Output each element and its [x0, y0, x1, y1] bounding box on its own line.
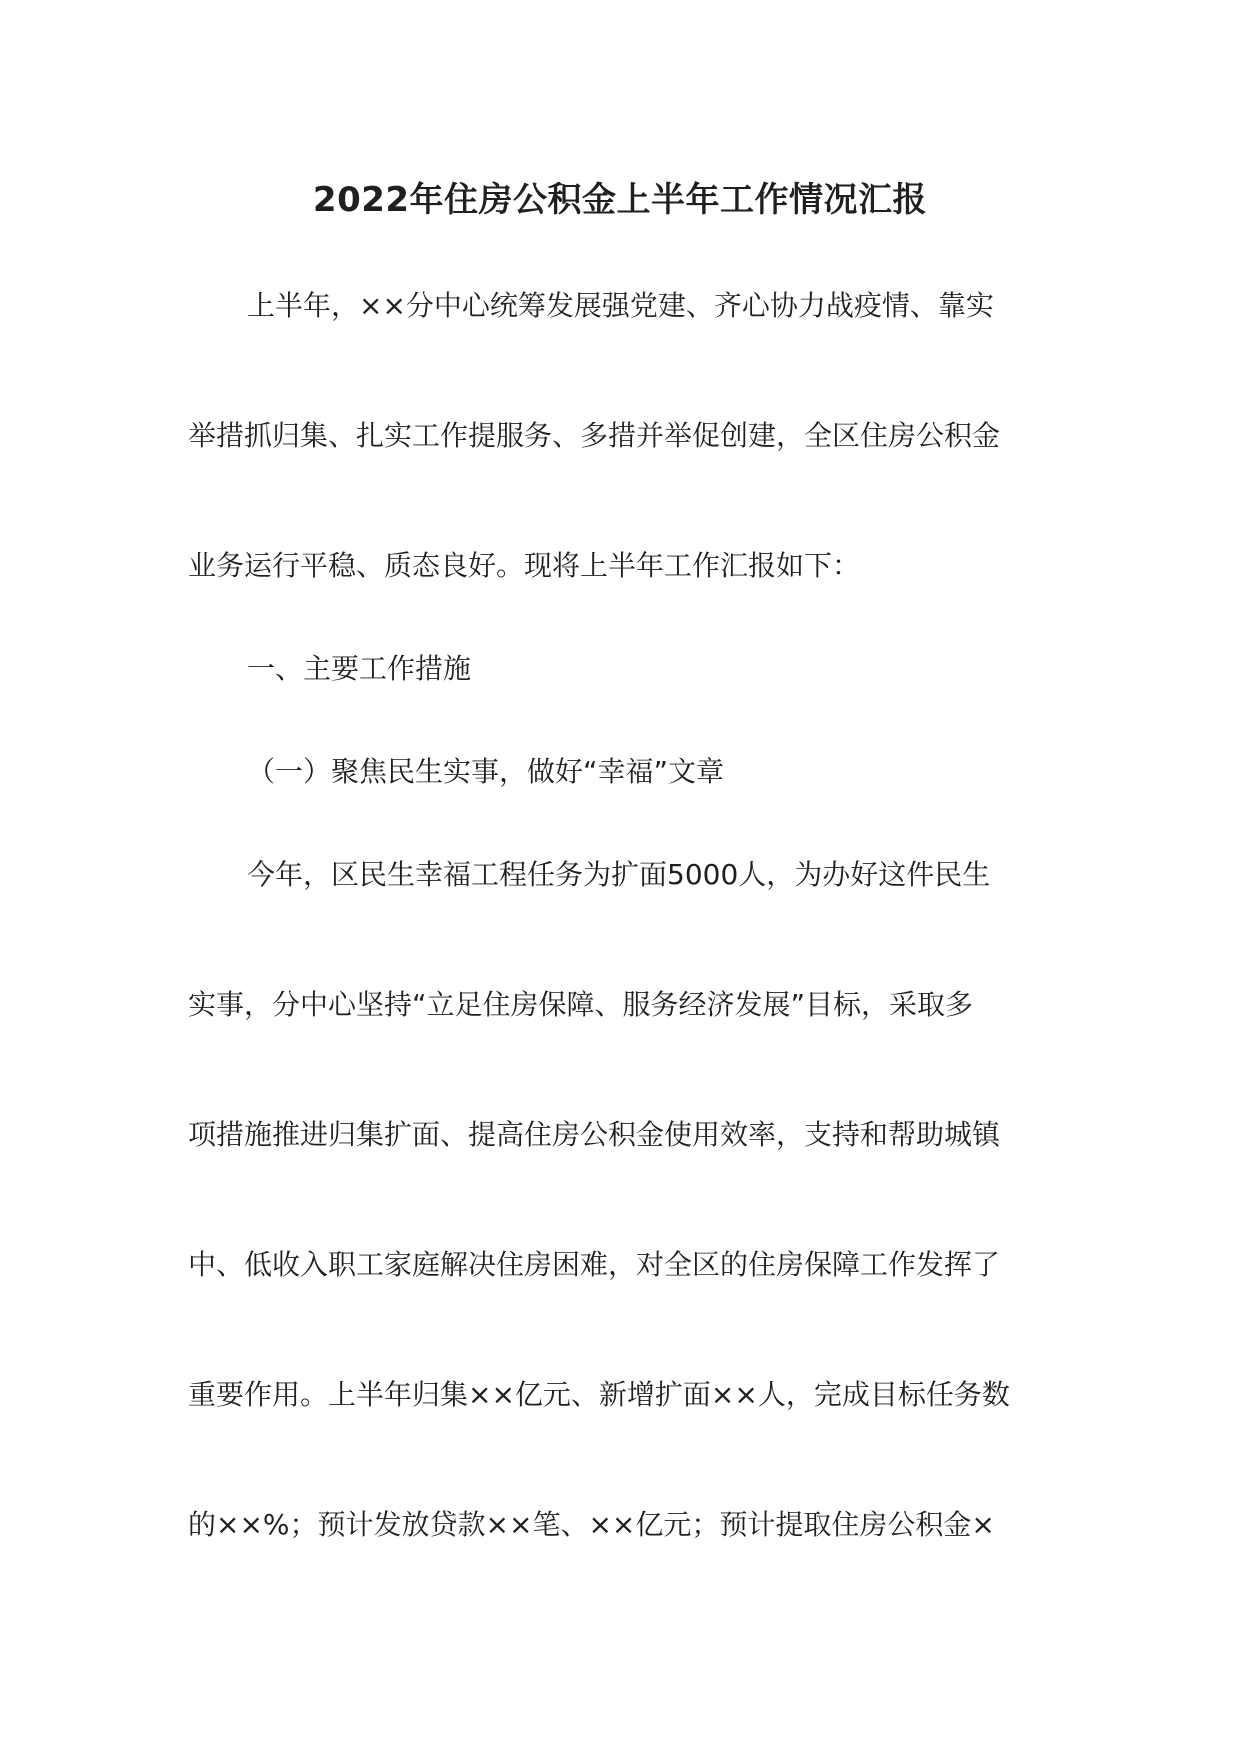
paragraph-line: 重要作用。上半年归集××亿元、新增扩面××人，完成目标任务数 [188, 1378, 1010, 1411]
paragraph-line: 中、低收入职工家庭解决住房困难，对全区的住房保障工作发挥了 [188, 1248, 1001, 1281]
paragraph-line: 今年，区民生幸福工程任务为扩面5000人，为办好这件民生 [247, 858, 991, 891]
paragraph-line: 上半年，××分中心统筹发展强党建、齐心协力战疫情、靠实 [247, 289, 994, 322]
paragraph-line: 业务运行平稳、质态良好。现将上半年工作汇报如下： [188, 549, 861, 582]
paragraph-line: 的××%；预计发放贷款××笔、××亿元；预计提取住房公积金× [188, 1508, 995, 1541]
paragraph-line: 项措施推进归集扩面、提高住房公积金使用效率，支持和帮助城镇 [188, 1118, 1001, 1151]
section-heading: 一、主要工作措施 [247, 652, 472, 685]
paragraph-line: 举措抓归集、扎实工作提服务、多措并举促创建，全区住房公积金 [188, 419, 1001, 452]
subsection-heading: （一）聚焦民生实事，做好“幸福”文章 [247, 755, 725, 788]
document-title: 2022年住房公积金上半年工作情况汇报 [312, 180, 928, 220]
paragraph-line: 实事，分中心坚持“立足住房保障、服务经济发展”目标，采取多 [188, 988, 974, 1021]
